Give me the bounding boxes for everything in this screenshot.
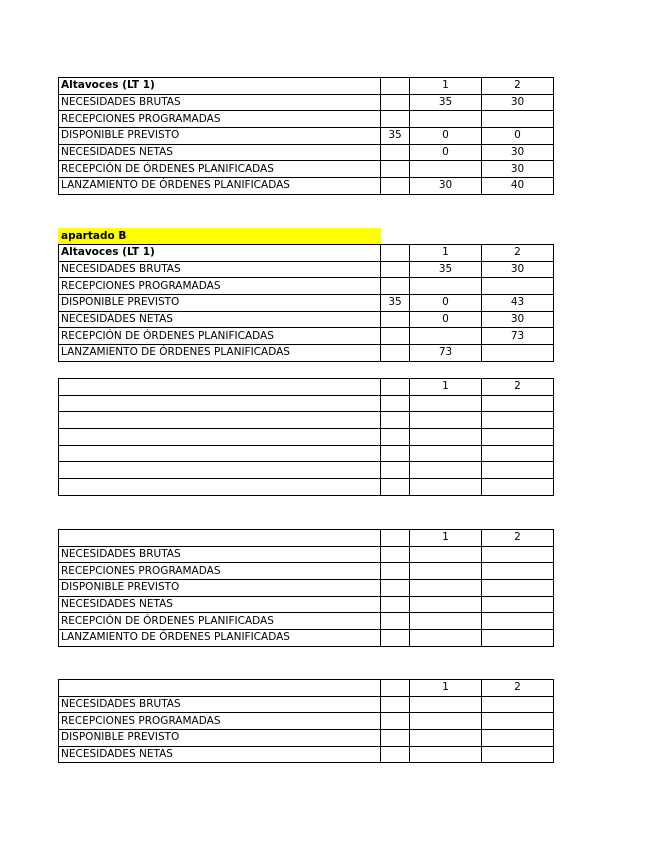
mrp-table-3	[58, 378, 554, 496]
value-cell	[482, 596, 554, 613]
value-cell	[381, 713, 410, 730]
value-cell: 43	[482, 295, 554, 312]
row-label-cell	[59, 680, 381, 697]
mrp-table-4	[58, 529, 554, 647]
value-cell: 30	[482, 311, 554, 328]
value-cell: 73	[482, 328, 554, 345]
value-cell	[410, 445, 482, 462]
value-cell	[482, 111, 554, 128]
value-cell	[381, 379, 410, 396]
value-cell: 35	[410, 261, 482, 278]
row-label-cell	[59, 395, 381, 412]
value-cell	[381, 445, 410, 462]
table-row	[59, 178, 554, 195]
section-b-label: apartado B	[58, 228, 381, 244]
row-label-cell	[59, 412, 381, 429]
table-row	[59, 563, 554, 580]
row-label-cell: RECEPCIONES PROGRAMADAS	[59, 713, 381, 730]
table-header-row	[59, 530, 554, 547]
value-cell	[482, 746, 554, 763]
value-cell	[410, 111, 482, 128]
value-cell	[410, 580, 482, 597]
value-cell: 0	[410, 128, 482, 145]
value-cell	[410, 395, 482, 412]
table-row	[59, 111, 554, 128]
table-header-row	[59, 245, 554, 262]
table-row	[59, 345, 554, 362]
table-row	[59, 479, 554, 496]
table-row	[59, 746, 554, 763]
value-cell	[410, 278, 482, 295]
value-cell	[381, 479, 410, 496]
table-row	[59, 261, 554, 278]
row-label-cell: RECEPCIÓN DE ÓRDENES PLANIFICADAS	[59, 613, 381, 630]
value-cell	[381, 111, 410, 128]
value-cell: 1	[410, 680, 482, 697]
value-cell: 35	[410, 94, 482, 111]
value-cell	[381, 580, 410, 597]
value-cell	[410, 613, 482, 630]
row-label-cell	[59, 530, 381, 547]
value-cell	[482, 730, 554, 747]
row-label-cell	[59, 379, 381, 396]
table-row	[59, 395, 554, 412]
value-cell	[381, 462, 410, 479]
value-cell	[410, 563, 482, 580]
value-cell	[381, 245, 410, 262]
table-header-row	[59, 680, 554, 697]
value-cell: 30	[482, 261, 554, 278]
value-cell	[381, 596, 410, 613]
value-cell	[482, 580, 554, 597]
value-cell	[381, 730, 410, 747]
value-cell: 35	[381, 295, 410, 312]
table-header-row	[59, 379, 554, 396]
value-cell	[410, 328, 482, 345]
value-cell	[381, 311, 410, 328]
table-row	[59, 630, 554, 647]
value-cell	[410, 746, 482, 763]
value-cell	[410, 479, 482, 496]
row-label-cell: NECESIDADES BRUTAS	[59, 94, 381, 111]
value-cell	[410, 412, 482, 429]
row-label-cell: RECEPCIÓN DE ÓRDENES PLANIFICADAS	[59, 161, 381, 178]
value-cell: 30	[482, 94, 554, 111]
value-cell	[381, 278, 410, 295]
value-cell	[410, 730, 482, 747]
value-cell: 1	[410, 530, 482, 547]
value-cell	[482, 546, 554, 563]
value-cell: 30	[482, 161, 554, 178]
value-cell	[381, 178, 410, 195]
row-label-cell: NECESIDADES NETAS	[59, 746, 381, 763]
table-row	[59, 546, 554, 563]
value-cell	[381, 261, 410, 278]
value-cell	[482, 563, 554, 580]
value-cell	[482, 613, 554, 630]
value-cell: 73	[410, 345, 482, 362]
value-cell	[381, 563, 410, 580]
value-cell: 0	[410, 311, 482, 328]
value-cell	[482, 412, 554, 429]
value-cell	[381, 546, 410, 563]
row-label-cell: NECESIDADES NETAS	[59, 144, 381, 161]
value-cell	[482, 462, 554, 479]
row-label-cell: LANZAMIENTO DE ÓRDENES PLANIFICADAS	[59, 178, 381, 195]
row-label-cell: LANZAMIENTO DE ÓRDENES PLANIFICADAS	[59, 630, 381, 647]
table-row	[59, 445, 554, 462]
mrp-table-2	[58, 244, 554, 362]
value-cell	[381, 680, 410, 697]
table-row	[59, 696, 554, 713]
table-row	[59, 94, 554, 111]
row-label-cell: RECEPCIONES PROGRAMADAS	[59, 563, 381, 580]
value-cell	[482, 429, 554, 446]
row-label-cell: Altavoces (LT 1)	[59, 78, 381, 95]
row-label-cell: DISPONIBLE PREVISTO	[59, 580, 381, 597]
value-cell: 30	[482, 144, 554, 161]
row-label-cell	[59, 462, 381, 479]
value-cell	[381, 395, 410, 412]
value-cell	[482, 395, 554, 412]
table-row	[59, 613, 554, 630]
row-label-cell: NECESIDADES BRUTAS	[59, 696, 381, 713]
value-cell	[482, 479, 554, 496]
row-label-cell: NECESIDADES NETAS	[59, 596, 381, 613]
value-cell	[381, 161, 410, 178]
table-row	[59, 730, 554, 747]
row-label-cell	[59, 429, 381, 446]
mrp-table-1	[58, 77, 554, 195]
value-cell	[410, 462, 482, 479]
value-cell	[381, 630, 410, 647]
table-row	[59, 161, 554, 178]
row-label-cell: DISPONIBLE PREVISTO	[59, 730, 381, 747]
row-label-cell: RECEPCIONES PROGRAMADAS	[59, 111, 381, 128]
value-cell	[381, 530, 410, 547]
table-row	[59, 596, 554, 613]
value-cell: 30	[410, 178, 482, 195]
value-cell: 2	[482, 680, 554, 697]
table-row	[59, 328, 554, 345]
value-cell	[410, 546, 482, 563]
value-cell	[410, 596, 482, 613]
value-cell	[482, 345, 554, 362]
row-label-cell: RECEPCIONES PROGRAMADAS	[59, 278, 381, 295]
row-label-cell: NECESIDADES BRUTAS	[59, 546, 381, 563]
value-cell	[381, 746, 410, 763]
value-cell: 2	[482, 530, 554, 547]
value-cell: 0	[410, 295, 482, 312]
value-cell	[381, 94, 410, 111]
table-row	[59, 412, 554, 429]
row-label-cell: LANZAMIENTO DE ÓRDENES PLANIFICADAS	[59, 345, 381, 362]
value-cell: 1	[410, 78, 482, 95]
table-row	[59, 295, 554, 312]
value-cell: 2	[482, 379, 554, 396]
value-cell	[482, 713, 554, 730]
table-row	[59, 580, 554, 597]
value-cell	[482, 696, 554, 713]
table-row	[59, 429, 554, 446]
table-row	[59, 128, 554, 145]
value-cell: 0	[410, 144, 482, 161]
value-cell	[482, 445, 554, 462]
table-header-row	[59, 78, 554, 95]
value-cell: 2	[482, 245, 554, 262]
value-cell: 1	[410, 379, 482, 396]
value-cell	[410, 429, 482, 446]
row-label-cell	[59, 445, 381, 462]
value-cell: 35	[381, 128, 410, 145]
value-cell	[410, 161, 482, 178]
value-cell	[381, 345, 410, 362]
value-cell: 40	[482, 178, 554, 195]
table-row	[59, 713, 554, 730]
value-cell	[482, 630, 554, 647]
value-cell	[381, 144, 410, 161]
row-label-cell: NECESIDADES BRUTAS	[59, 261, 381, 278]
table-row	[59, 144, 554, 161]
value-cell: 1	[410, 245, 482, 262]
row-label-cell	[59, 479, 381, 496]
row-label-cell: RECEPCIÓN DE ÓRDENES PLANIFICADAS	[59, 328, 381, 345]
row-label-cell: Altavoces (LT 1)	[59, 245, 381, 262]
value-cell	[381, 613, 410, 630]
value-cell	[381, 412, 410, 429]
value-cell	[482, 278, 554, 295]
value-cell	[410, 630, 482, 647]
value-cell	[381, 78, 410, 95]
value-cell	[381, 429, 410, 446]
row-label-cell: DISPONIBLE PREVISTO	[59, 128, 381, 145]
row-label-cell: NECESIDADES NETAS	[59, 311, 381, 328]
value-cell: 0	[482, 128, 554, 145]
table-row	[59, 462, 554, 479]
mrp-table-5	[58, 679, 554, 763]
row-label-cell: DISPONIBLE PREVISTO	[59, 295, 381, 312]
value-cell: 2	[482, 78, 554, 95]
table-row	[59, 311, 554, 328]
value-cell	[381, 696, 410, 713]
value-cell	[410, 696, 482, 713]
value-cell	[381, 328, 410, 345]
value-cell	[410, 713, 482, 730]
table-row	[59, 278, 554, 295]
